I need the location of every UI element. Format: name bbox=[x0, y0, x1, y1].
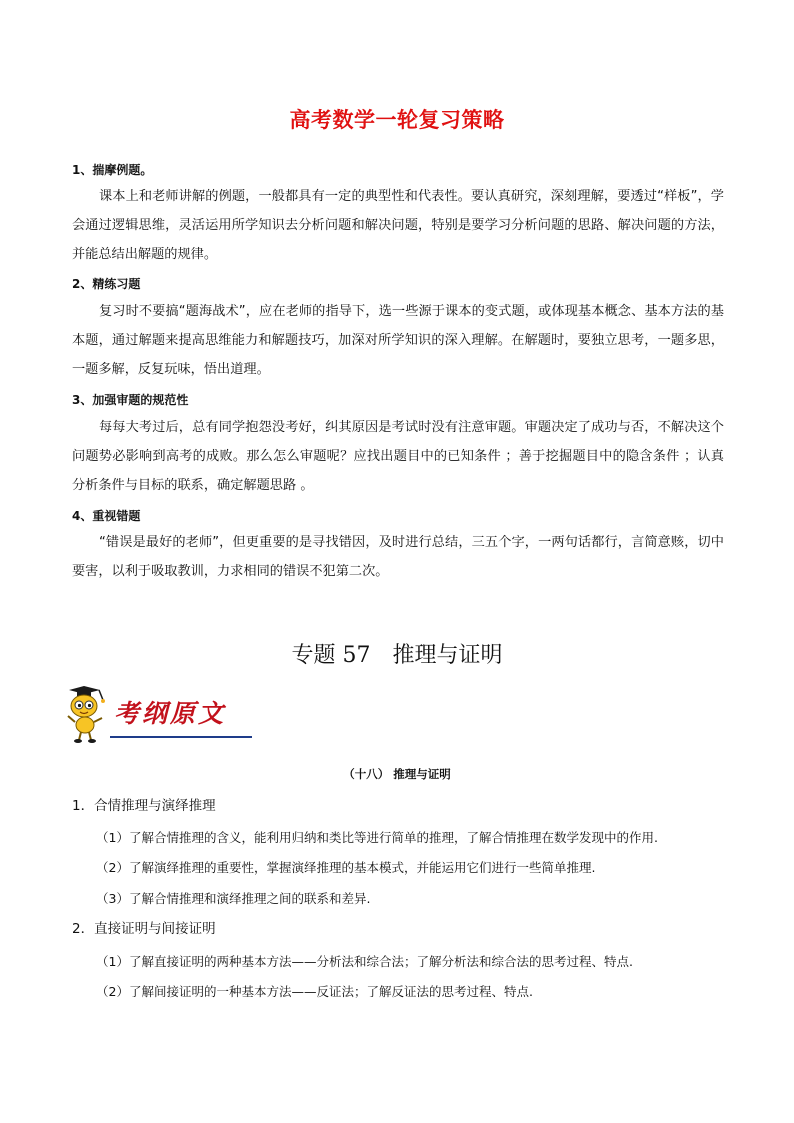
syllabus-banner bbox=[66, 682, 252, 744]
section-4-heading: 4、重视错题 bbox=[72, 509, 141, 523]
outline-item-2: 2．直接证明与间接证明 bbox=[72, 921, 216, 937]
banner-text: 考纲原文 bbox=[114, 699, 227, 728]
section-3-heading: 3、加强审题的规范性 bbox=[72, 393, 189, 407]
section-1-heading: 1、揣摩例题。 bbox=[72, 163, 153, 177]
outline-item-1-sub-1: （1）了解合情推理的含义，能利用归纳和类比等进行简单的推理，了解合情推理在数学发现中的作用. bbox=[96, 830, 658, 845]
strategy-title: 高考数学一轮复习策略 bbox=[289, 108, 505, 132]
outline-subheading: （十八） 推理与证明 bbox=[343, 767, 451, 781]
outline-item-1-sub-3: （3）了解合情推理和演绎推理之间的联系和差异. bbox=[96, 891, 371, 906]
outline-item-2-sub-1: （1）了解直接证明的两种基本方法——分析法和综合法；了解分析法和综合法的思考过程、特点. bbox=[96, 954, 633, 969]
section-2-heading: 2、精练习题 bbox=[72, 277, 141, 291]
section-3-body: 每每大考过后，总有同学抱怨没考好，纠其原因是考试时没有注意审题。审题决定了成功与否，不解决这个问题势必影响到高考的成败。那么怎么审题呢？应找出题目中的已知条件 ；善于挖掘题目中的隐含条件 ；认真分析条件与目标的联系，确定解题思路 。 bbox=[72, 420, 724, 493]
section-4-body: “错误是最好的老师”，但更重要的是寻找错因，及时进行总结，三五个字，一两句话都行，言简意赅，切中要害，以利于吸取教训，力求相同的错误不犯第二次。 bbox=[72, 535, 724, 579]
section-2-body: 复习时不要搞“题海战术”，应在老师的指导下，选一些源于课本的变式题，或体现基本概念、基本方法的基本题，通过解题来提高思维能力和解题技巧，加深对所学知识的深入理解。在解题时，要独立思考，一题多思，一题多解，反复玩味，悟出道理。 bbox=[72, 304, 724, 377]
banner-underline bbox=[110, 736, 252, 738]
outline-item-1: 1．合情推理与演绎推理 bbox=[72, 798, 216, 814]
outline-item-1-sub-2: （2）了解演绎推理的重要性，掌握演绎推理的基本模式，并能运用它们进行一些简单推理. bbox=[96, 860, 596, 875]
outline-item-2-sub-2: （2）了解间接证明的一种基本方法——反证法；了解反证法的思考过程、特点. bbox=[96, 984, 533, 999]
topic-title bbox=[0, 638, 794, 669]
topic-number: 专题 57 bbox=[291, 643, 371, 668]
topic-name: 推理与证明 bbox=[392, 643, 503, 668]
section-1-body: 课本上和老师讲解的例题，一般都具有一定的典型性和代表性。要认真研究，深刻理解，要透过“样板”，学会通过逻辑思维，灵活运用所学知识去分析问题和解决问题，特别是要学习分析问题的思路、解决问题的方法，并能总结出解题的规律。 bbox=[72, 189, 724, 262]
